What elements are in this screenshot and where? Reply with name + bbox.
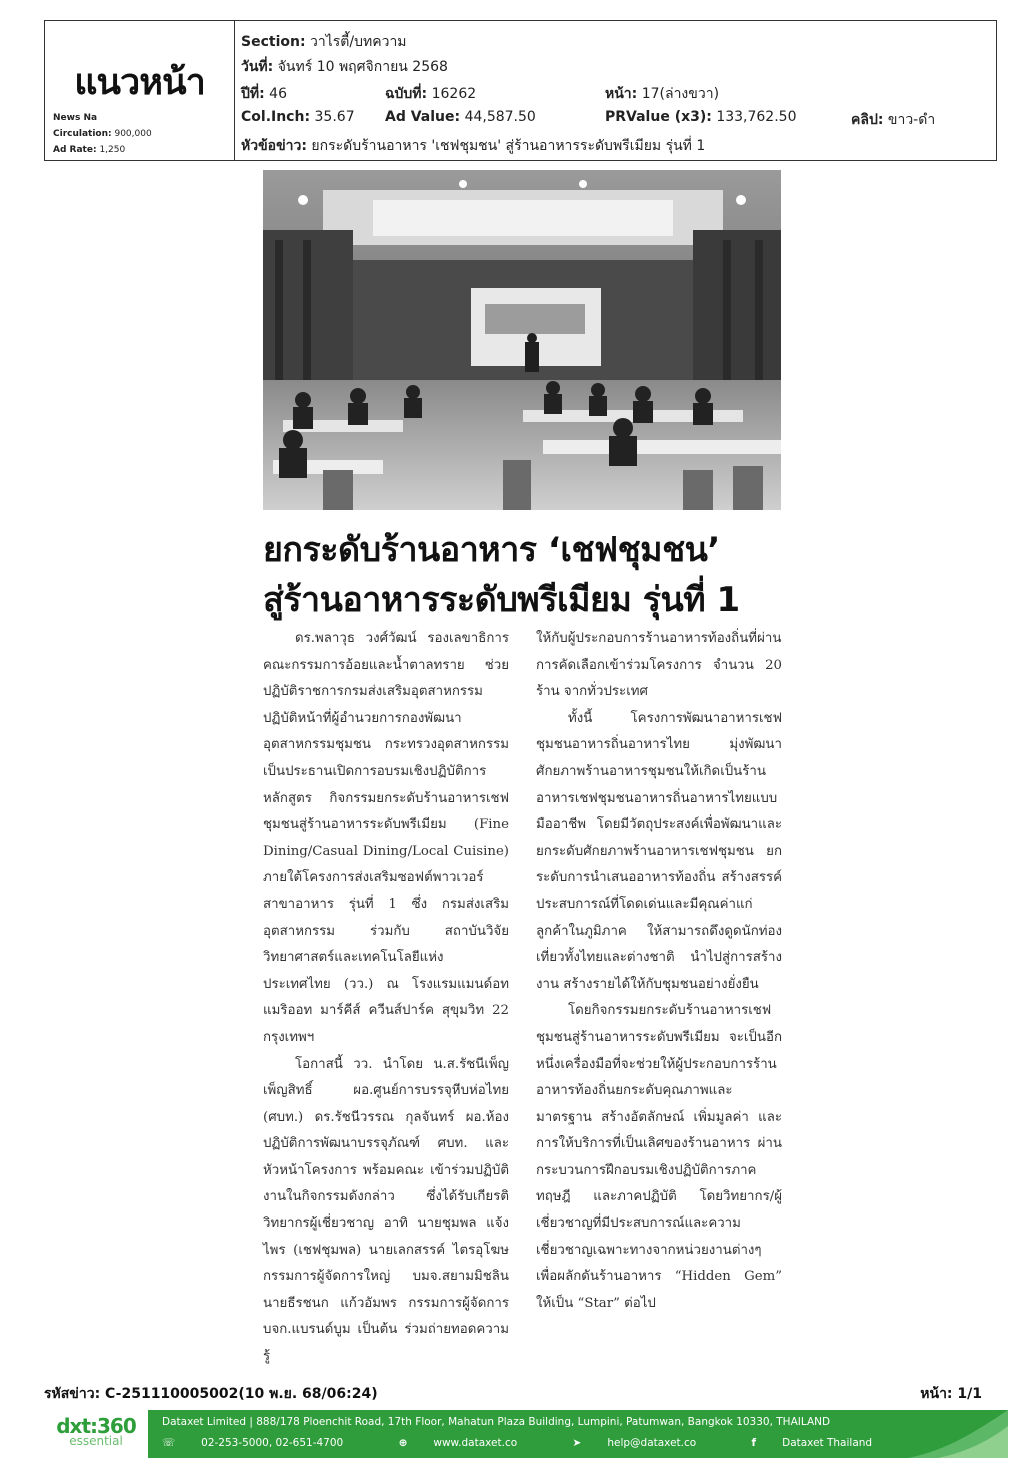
article-paragraph: ดร.พลาวุธ วงศ์วัฒน์ รองเลขาธิการคณะกรรมการอ้อยและน้ำตาลทราย ช่วยปฏิบัติราชการกรมส่งเสริมอุตสาหกรรม ปฏิบัติหน้าที่ผู้อำนวยการกองพัฒนาอุตสาหกรรมชุมชน กระทรวงอุตสาหกรรม เป็นประธานเปิดการอบรมเชิงปฏิบัติการหลักสูตร กิจกรรมยกระดับร้านอาหารเชฟชุมชนสู่ร้านอาหารระดับพรีเมียม (Fine Dining/Casual Dining/Local Cuisine) ภายใต้โครงการส่งเสริมซอฟต์พาวเวอร์สาขาอาหาร รุ่นที่ 1 ซึ่ง กรมส่งเสริมอุตสาหกรรม ร่วมกับ สถาบันวิจัยวิทยาศาสตร์และเทคโนโลยีแห่งประเทศไทย (วว.) ณ โรงแรมแมนด์อท แมริออท มาร์คีส์ ควีนส์ปาร์ค สุขุมวิท 22 กรุงเทพฯ [263,631,509,1045]
email-link[interactable]: ➤ help@dataxet.co [572,1437,697,1449]
colinch-field: Col.Inch: 35.67 [241,109,355,125]
website-link[interactable]: ⊕ www.dataxet.co [398,1437,518,1449]
topic-field: หัวข้อข่าว: ยกระดับร้านอาหาร 'เชฟชุมชน' สู่ร้านอาหารระดับพรีเมียม รุ่นที่ 1 [241,138,706,154]
brand-sub: essential [69,1434,123,1448]
article-paragraph: โอกาสนี้ วว. นำโดย น.ส.รัชนีเพ็ญ เพ็ญสิทธิ์ ผอ.ศูนย์การบรรจุหีบห่อไทย (ศบท.) ดร.รัชนีวรรณ กุลจันทร์ ผอ.ห้องปฏิบัติการพัฒนาบรรจุภัณฑ์ ศบท. และหัวหน้าโครงการ พร้อมคณะ เข้าร่วมปฏิบัติงานในกิจกรรมดังกล่าว ซึ่งได้รับเกียรติวิทยากรผู้เชี่ยวชาญ อาทิ นายชุมพล แจ้งไพร (เชฟชุมพล) นายเลกสรรค์ ไตรอุโฆษ กรรมการผู้จัดการใหญ่ บมจ.สยามมิชลิน นายธีรชนก แก้วอัมพร กรรมการผู้จัดการ บจก.แบรนด์บูม เป็นต้น ร่วมถ่ายทอดความรู้ [263,1056,509,1365]
publication-logo: แนวหน้า [74,62,205,103]
circulation: Circulation: 900,000 [53,129,152,139]
news-code: รหัสข่าว: C-251110005002(10 พ.ย. 68/06:24) [44,1386,378,1402]
ad-rate: Ad Rate: 1,250 [53,145,126,155]
advalue-field: Ad Value: 44,587.50 [385,109,536,125]
page-count: หน้า: 1/1 [920,1386,982,1402]
company-address: Dataxet Limited | 888/178 Ploenchit Road, 17th Floor, Mahatun Plaza Building, Lumpini, Patumwan, Bangkok 10330, THAILAND [162,1416,831,1428]
phone-contact[interactable]: ☏ 02-253-5000, 02-651-4700 [162,1437,344,1449]
contact-bar [148,1410,1008,1458]
send-icon: ➤ [572,1437,582,1449]
article-column-1 [263,626,509,1371]
facebook-link[interactable]: f Dataxet Thailand [751,1437,873,1449]
article-headline-line1: ยกระดับร้านอาหาร ‘เชฟชุมชน’ [263,530,720,570]
issue-field: ฉบับที่: 16262 [385,86,477,102]
clipping-header [44,20,997,161]
page-field: หน้า: 17(ล่างขวา) [605,86,720,102]
brand-main: dxt:360 [56,1414,136,1438]
date-field: วันที่: จันทร์ 10 พฤศจิกายน 2568 [241,59,448,75]
prvalue-field: PRValue (x3): 133,762.50 [605,109,797,125]
facebook-icon: f [751,1437,757,1449]
conference-room-illustration [263,170,781,510]
phone-icon: ☏ [162,1437,176,1449]
globe-icon: ⊕ [398,1437,408,1449]
article-paragraph: โดยกิจกรรมยกระดับร้านอาหารเชฟชุมชนสู่ร้านอาหารระดับพรีเมียม จะเป็นอีกหนึ่งเครื่องมือที่จะช่วยให้ผู้ประกอบการร้านอาหารท้องถิ่นยกระดับคุณภาพและมาตรฐาน สร้างอัตลักษณ์ เพิ่มมูลค่า และการให้บริการที่เป็นเลิศของร้านอาหาร ผ่านกระบวนการฝึกอบรมเชิงปฏิบัติการภาคทฤษฎี และภาคปฏิบัติ โดยวิทยากร/ผู้เชี่ยวชาญที่มีประสบการณ์และความเชี่ยวชาญเฉพาะทางจากหน่วยงานต่างๆ เพื่อผลักดันร้านอาหาร “Hidden Gem” ให้เป็น “Star” ต่อไป [536,1003,782,1311]
event-photo [263,170,781,510]
article-headline-line2: สู่ร้านอาหารระดับพรีเมียม รุ่นที่ 1 [263,580,740,620]
header-divider [234,21,235,160]
dataxet-logo [44,1410,148,1458]
article-paragraph: ให้กับผู้ประกอบการร้านอาหารท้องถิ่นที่ผ่านการคัดเลือกเข้าร่วมโครงการ จำนวน 20 ร้าน จากทั่วประเทศ [536,631,782,700]
article-paragraph: ทั้งนี้ โครงการพัฒนาอาหารเชฟชุมชนอาหารถิ่นอาหารไทย มุ่งพัฒนาศักยภาพร้านอาหารชุมชนให้เกิดเป็นร้านอาหารเชฟชุมชนอาหารถิ่นอาหารไทยแบบมืออาชีพ โดยมีวัตถุประสงค์เพื่อพัฒนาและยกระดับศักยภาพร้านอาหารเชฟชุมชน ยกระดับการนำเสนออาหารท้องถิ่น สร้างสรรค์ประสบการณ์ที่โดดเด่นและมีคุณค่าแก่ลูกค้าในภูมิภาค ให้สามารถดึงดูดนักท่องเที่ยวทั้งไทยและต่างชาติ นำไปสู่การสร้างงาน สร้างรายได้ให้กับชุมชนอย่างยั่งยืน [536,710,782,992]
clip-field: คลิป: ขาว-ดำ [851,112,936,128]
news-na-label: News Na [53,113,98,123]
year-field: ปีที่: 46 [241,86,287,102]
article-column-2 [536,626,782,1317]
contact-row [162,1437,924,1449]
section-field: Section: วาไรตี้/บทความ [241,34,407,50]
decorative-swoosh [898,1410,1008,1458]
